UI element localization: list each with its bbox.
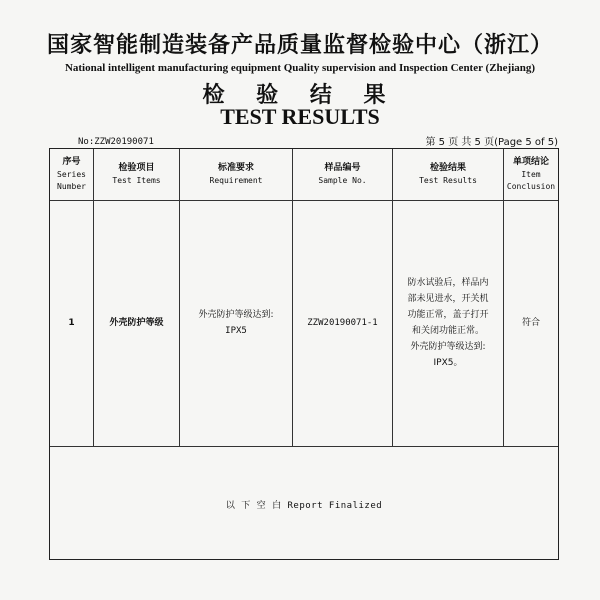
page-indicator: 第 5 页 共 5 页(Page 5 of 5): [425, 137, 558, 148]
row-conclusion: [504, 200, 558, 446]
test-item-value: 外壳防护等级: [109, 318, 164, 328]
header-label-cn: 检验项目: [118, 163, 155, 173]
header-label-cn: 单项结论: [512, 157, 549, 167]
test-result-line: IPX5。: [433, 358, 463, 368]
page-title-en: TEST RESULTS: [220, 104, 380, 129]
organization-name-cn: 国家智能制造装备产品质量监督检验中心（浙江）: [46, 33, 553, 58]
conclusion-value: 符合: [521, 318, 540, 328]
header-label-en: Conclusion: [506, 182, 556, 191]
header-label-en: Requirement: [209, 176, 263, 185]
row-sample-no: [293, 200, 393, 446]
row-test-result: [393, 200, 504, 446]
header-label-en: Item: [521, 170, 541, 179]
test-result-line: 外壳防护等级达到:: [410, 342, 486, 352]
page-title-cn: 检 验 结 果: [202, 83, 398, 108]
header-test-items: [94, 149, 180, 200]
row-requirement: [180, 200, 293, 446]
header-test-results: [393, 149, 504, 200]
header-label-cn: 检验结果: [429, 163, 466, 173]
header-label-cn: 样品编号: [324, 163, 361, 173]
test-result-line: 部未见进水，开关机: [407, 294, 489, 304]
header-series-number: [50, 149, 94, 200]
test-result-line: 和关闭功能正常。: [411, 326, 484, 336]
report-number: No:ZZW20190071: [78, 137, 154, 147]
header-label-en: Sample No.: [318, 176, 367, 185]
header-sample-no: [293, 149, 393, 200]
header-label-en: Test Items: [112, 176, 161, 185]
table-row-finalized: [50, 446, 558, 559]
test-result-line: 功能正常，盖子打开: [407, 310, 489, 320]
header-label-en: Test Results: [419, 176, 477, 185]
header-label-cn: 标准要求: [217, 163, 254, 173]
sample-number-value: ZZW20190071-1: [307, 318, 378, 328]
requirement-line: IPX5: [225, 326, 247, 336]
requirement-line: 外壳防护等级达到:: [198, 310, 274, 320]
row-test-item: [94, 200, 180, 446]
header-label-en: Number: [57, 182, 86, 191]
test-result-text: [407, 275, 488, 371]
header-label-en: Series: [57, 170, 86, 179]
table-header-row: [50, 149, 558, 201]
test-result-line: 防水试验后，样品内: [407, 278, 489, 288]
organization-name-en: National intelligent manufacturing equipment Quality supervision and Inspection Center (Zhejiang): [64, 62, 536, 74]
header-label-cn: 序号: [62, 157, 81, 167]
header-requirement: [180, 149, 293, 200]
test-results-table: [49, 148, 559, 560]
table-row: [50, 200, 558, 447]
series-number-value: 1: [68, 318, 75, 328]
report-finalized-note: 以 下 空 白 Report Finalized: [225, 501, 383, 511]
header-item-conclusion: [504, 149, 558, 200]
row-series-number: [50, 200, 94, 446]
